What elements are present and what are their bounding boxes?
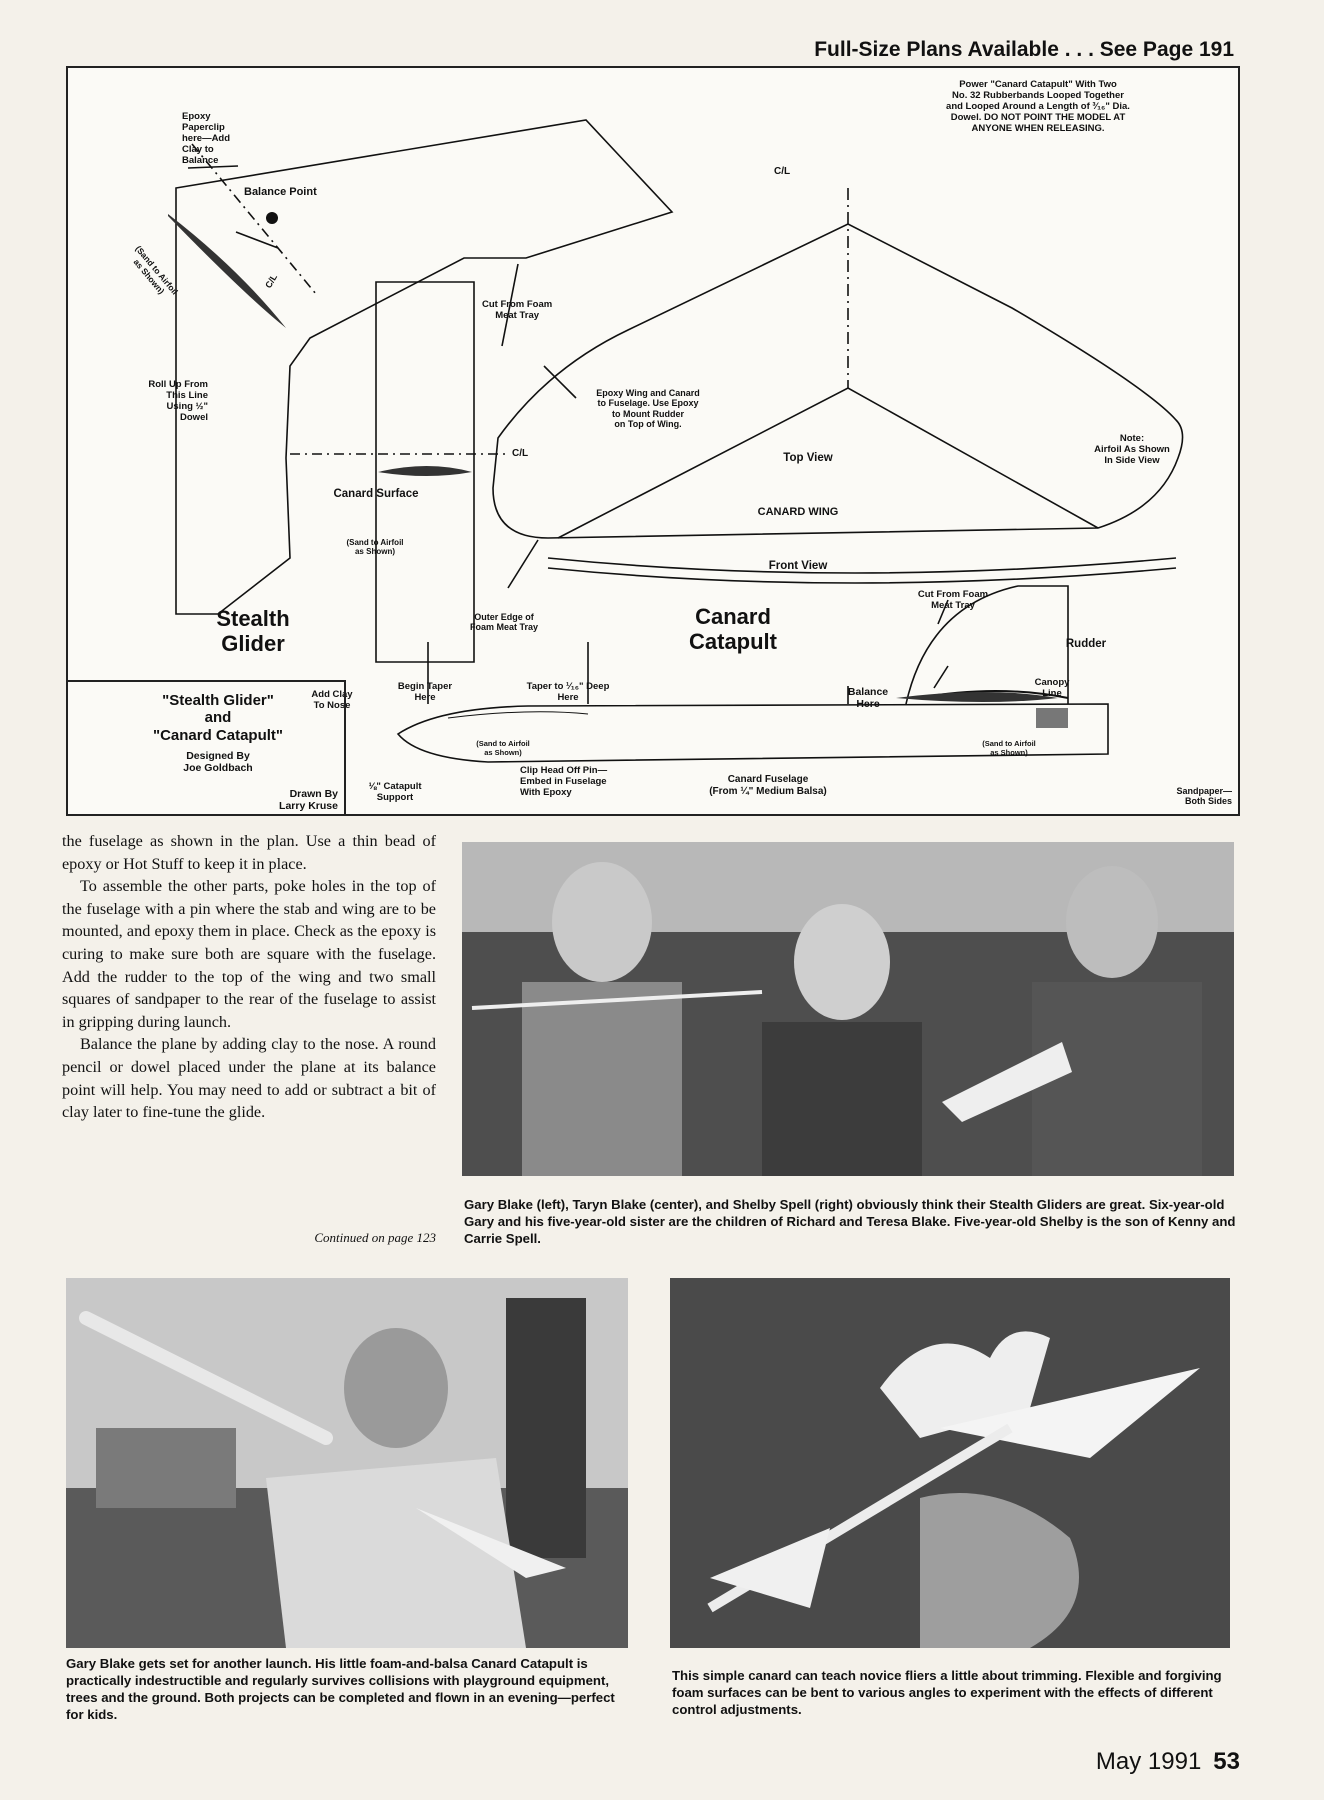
balance-point-label: Balance Point [244,186,317,198]
canopy-line-label: Canopy Line [1034,677,1070,699]
power-note: Power "Canard Catapult" With Two No. 32 Rubberbands Looped Together and Looped Around a Length of ³⁄₁₆" Dia. Dowel. DO NOT POINT THE MODEL AT ANYONE WHEN RELEASING. [946,79,1130,134]
centerline-label-2: C/L [512,448,529,459]
centerline-label-3: C/L [774,166,791,177]
top-view-label: Top View [783,452,833,464]
photo-canard-in-hand [670,1278,1230,1648]
catapult-support-label: ⅛" Catapult Support [368,781,422,803]
photo-boy-launching [66,1278,628,1648]
sand-airfoil-label-4: (Sand to Airfoil as Shown) [982,739,1036,757]
article-paragraph: the fuselage as shown in the plan. Use a thin bead of epoxy or Hot Stuff to keep it in place. [62,832,436,873]
plan-credits-title: "Stealth Glider" and "Canard Catapult" [152,692,284,744]
caption-photo-3: This simple canard can teach novice fliers a little about trimming. Flexible and forgiving foam surfaces can be bent to various angles to experiment with the effects of different control adjustments. [672,1668,1222,1717]
sand-airfoil-label-1: (Sand to Airfoil as Shown) [131,243,181,297]
front-view-label: Front View [768,560,828,572]
page-number: 53 [1213,1748,1240,1775]
taper-deep-label: Taper to ¹⁄₁₆" Deep Here [526,681,610,703]
canard-wing-label: CANARD WING [757,506,839,518]
designed-by: Designed By Joe Goldbach [183,750,253,775]
plan-credits-box [68,680,346,816]
canard-catapult-title: Canard Catapult [689,604,777,655]
drawn-by: Drawn By Larry Kruse [279,788,338,813]
photo-kids-with-gliders [462,842,1234,1176]
page-footer [1096,1748,1240,1776]
caption-photo-2: Gary Blake gets set for another launch. His little foam-and-balsa Canard Catapult is practically indestructible and regularly survives collisions with playground equipment, trees and the ground. Both projects can be completed and flown in an evening—perfect for kids. [66,1656,615,1722]
continued-on-page: Continued on page 123 [314,1230,436,1245]
canard-fuselage-label: Canard Fuselage (From ¼" Medium Balsa) [709,774,827,797]
sand-airfoil-label-3: (Sand to Airfoil as Shown) [476,739,530,757]
clip-head-label: Clip Head Off Pin— Embed in Fuselage With Epoxy [520,765,608,798]
epoxy-paperclip-label: Epoxy Paperclip here—Add Clay to Balance [182,111,231,166]
airfoil-note: Note: Airfoil As Shown In Side View [1094,433,1170,466]
plan-drawing [66,66,1240,816]
balance-here-label: Balance Here [847,686,889,711]
sand-airfoil-label-2: (Sand to Airfoil as Shown) [346,538,404,557]
article-body [62,830,436,1124]
centerline-label-1: C/L [263,272,280,290]
sandpaper-label: Sandpaper— Both Sides [1176,786,1232,807]
cut-foam-label-2: Cut From Foam Meat Tray [917,589,989,611]
article-paragraph: To assemble the other parts, poke holes in the top of the fuselage with a pin where the stab and wing are to be mounted, and epoxy them in place. Check as the epoxy is curing to make sure both are square with the fuselage. Add the rudder to the top of the wing and two small squares of sandpaper to the rear of the fuselage to assist in gripping during launch. [62,877,436,1031]
add-clay-label: Add Clay To Nose [311,689,353,711]
cut-foam-label: Cut From Foam Meat Tray [482,299,553,321]
caption-photo-1: Gary Blake (left), Taryn Blake (center), and Shelby Spell (right) obviously think their Stealth Gliders are great. Six-year-old Gary and his five-year-old sister are the children of Richard and Teresa Blake. Five-year-old Shelby is the son of Kenny and Carrie Spell. [464,1197,1236,1246]
roll-up-label: Roll Up From This Line Using ½" Dowel [148,379,208,423]
begin-taper-label: Begin Taper Here [397,681,453,703]
issue-date: May 1991 [1095,1748,1202,1775]
canard-wing-outline [493,224,1183,538]
plans-available-header: Full-Size Plans Available . . . See Page 191 [814,38,1234,61]
outer-edge-label: Outer Edge of Foam Meat Tray [469,612,539,633]
epoxy-wing-note: Epoxy Wing and Canard to Fuselage. Use Epoxy to Mount Rudder on Top of Wing. [596,388,700,430]
rudder-label: Rudder [1065,638,1107,650]
article-paragraph: Balance the plane by adding clay to the nose. A round pencil or dowel placed under the plane at its balance point will help. You may need to add or subtract a bit of clay later to fine-tune the glide. [62,1035,436,1122]
stealth-glider-title: Stealth Glider [216,606,290,657]
canard-surface-label: Canard Surface [333,488,419,500]
